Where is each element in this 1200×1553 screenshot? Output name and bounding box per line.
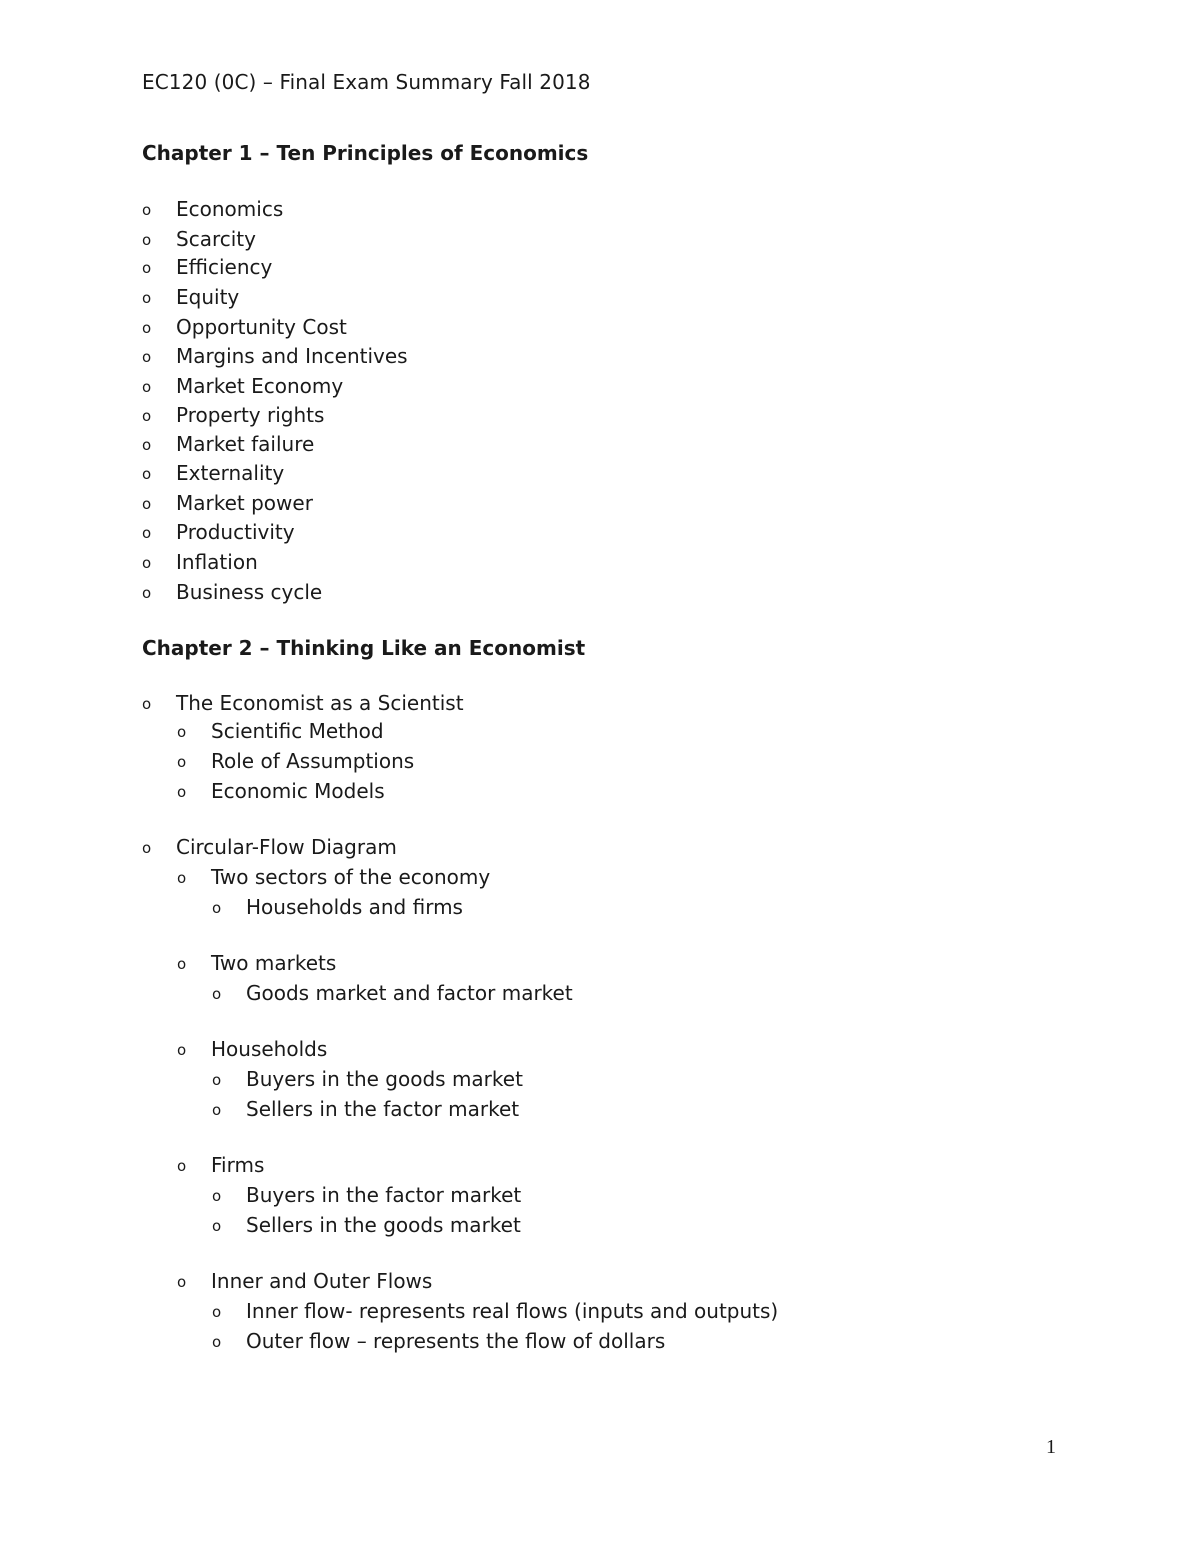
bullet-icon: o <box>212 1071 222 1089</box>
bullet-icon: o <box>212 1217 222 1235</box>
page-number: 1 <box>1046 1436 1056 1458</box>
bullet-icon: o <box>212 899 222 917</box>
bullet-icon: o <box>142 201 152 219</box>
bullet-icon: o <box>142 378 152 396</box>
bullet-icon: o <box>177 1041 187 1059</box>
bullet-icon: o <box>142 839 152 857</box>
bullet-icon: o <box>142 259 152 277</box>
chapter-1-heading: Chapter 1 – Ten Principles of Economics <box>142 141 589 165</box>
bullet-icon: o <box>142 695 152 713</box>
bullet-icon: o <box>177 955 187 973</box>
bullet-icon: o <box>212 1333 222 1351</box>
bullet-icon: o <box>142 289 152 307</box>
bullet-icon: o <box>177 869 187 887</box>
bullet-icon: o <box>142 584 152 602</box>
bullet-icon: o <box>177 1273 187 1291</box>
bullet-icon: o <box>142 407 152 425</box>
bullet-icon: o <box>142 319 152 337</box>
bullet-icon: o <box>142 465 152 483</box>
bullet-icon: o <box>142 348 152 366</box>
bullet-icon: o <box>212 1101 222 1119</box>
bullet-icon: o <box>177 783 187 801</box>
bullet-icon: o <box>142 436 152 454</box>
bullet-icon: o <box>142 524 152 542</box>
bullet-icon: o <box>142 554 152 572</box>
bullet-icon: o <box>177 1157 187 1175</box>
bullet-icon: o <box>212 1187 222 1205</box>
bullet-icon: o <box>142 231 152 249</box>
bullet-icon: o <box>142 495 152 513</box>
document-title: EC120 (0C) – Final Exam Summary Fall 2018 <box>142 70 591 94</box>
chapter-2-heading: Chapter 2 – Thinking Like an Economist <box>142 636 586 660</box>
bullet-icon: o <box>212 1303 222 1321</box>
bullet-icon: o <box>177 753 187 771</box>
bullet-icon: o <box>177 723 187 741</box>
bullet-icon: o <box>212 985 222 1003</box>
